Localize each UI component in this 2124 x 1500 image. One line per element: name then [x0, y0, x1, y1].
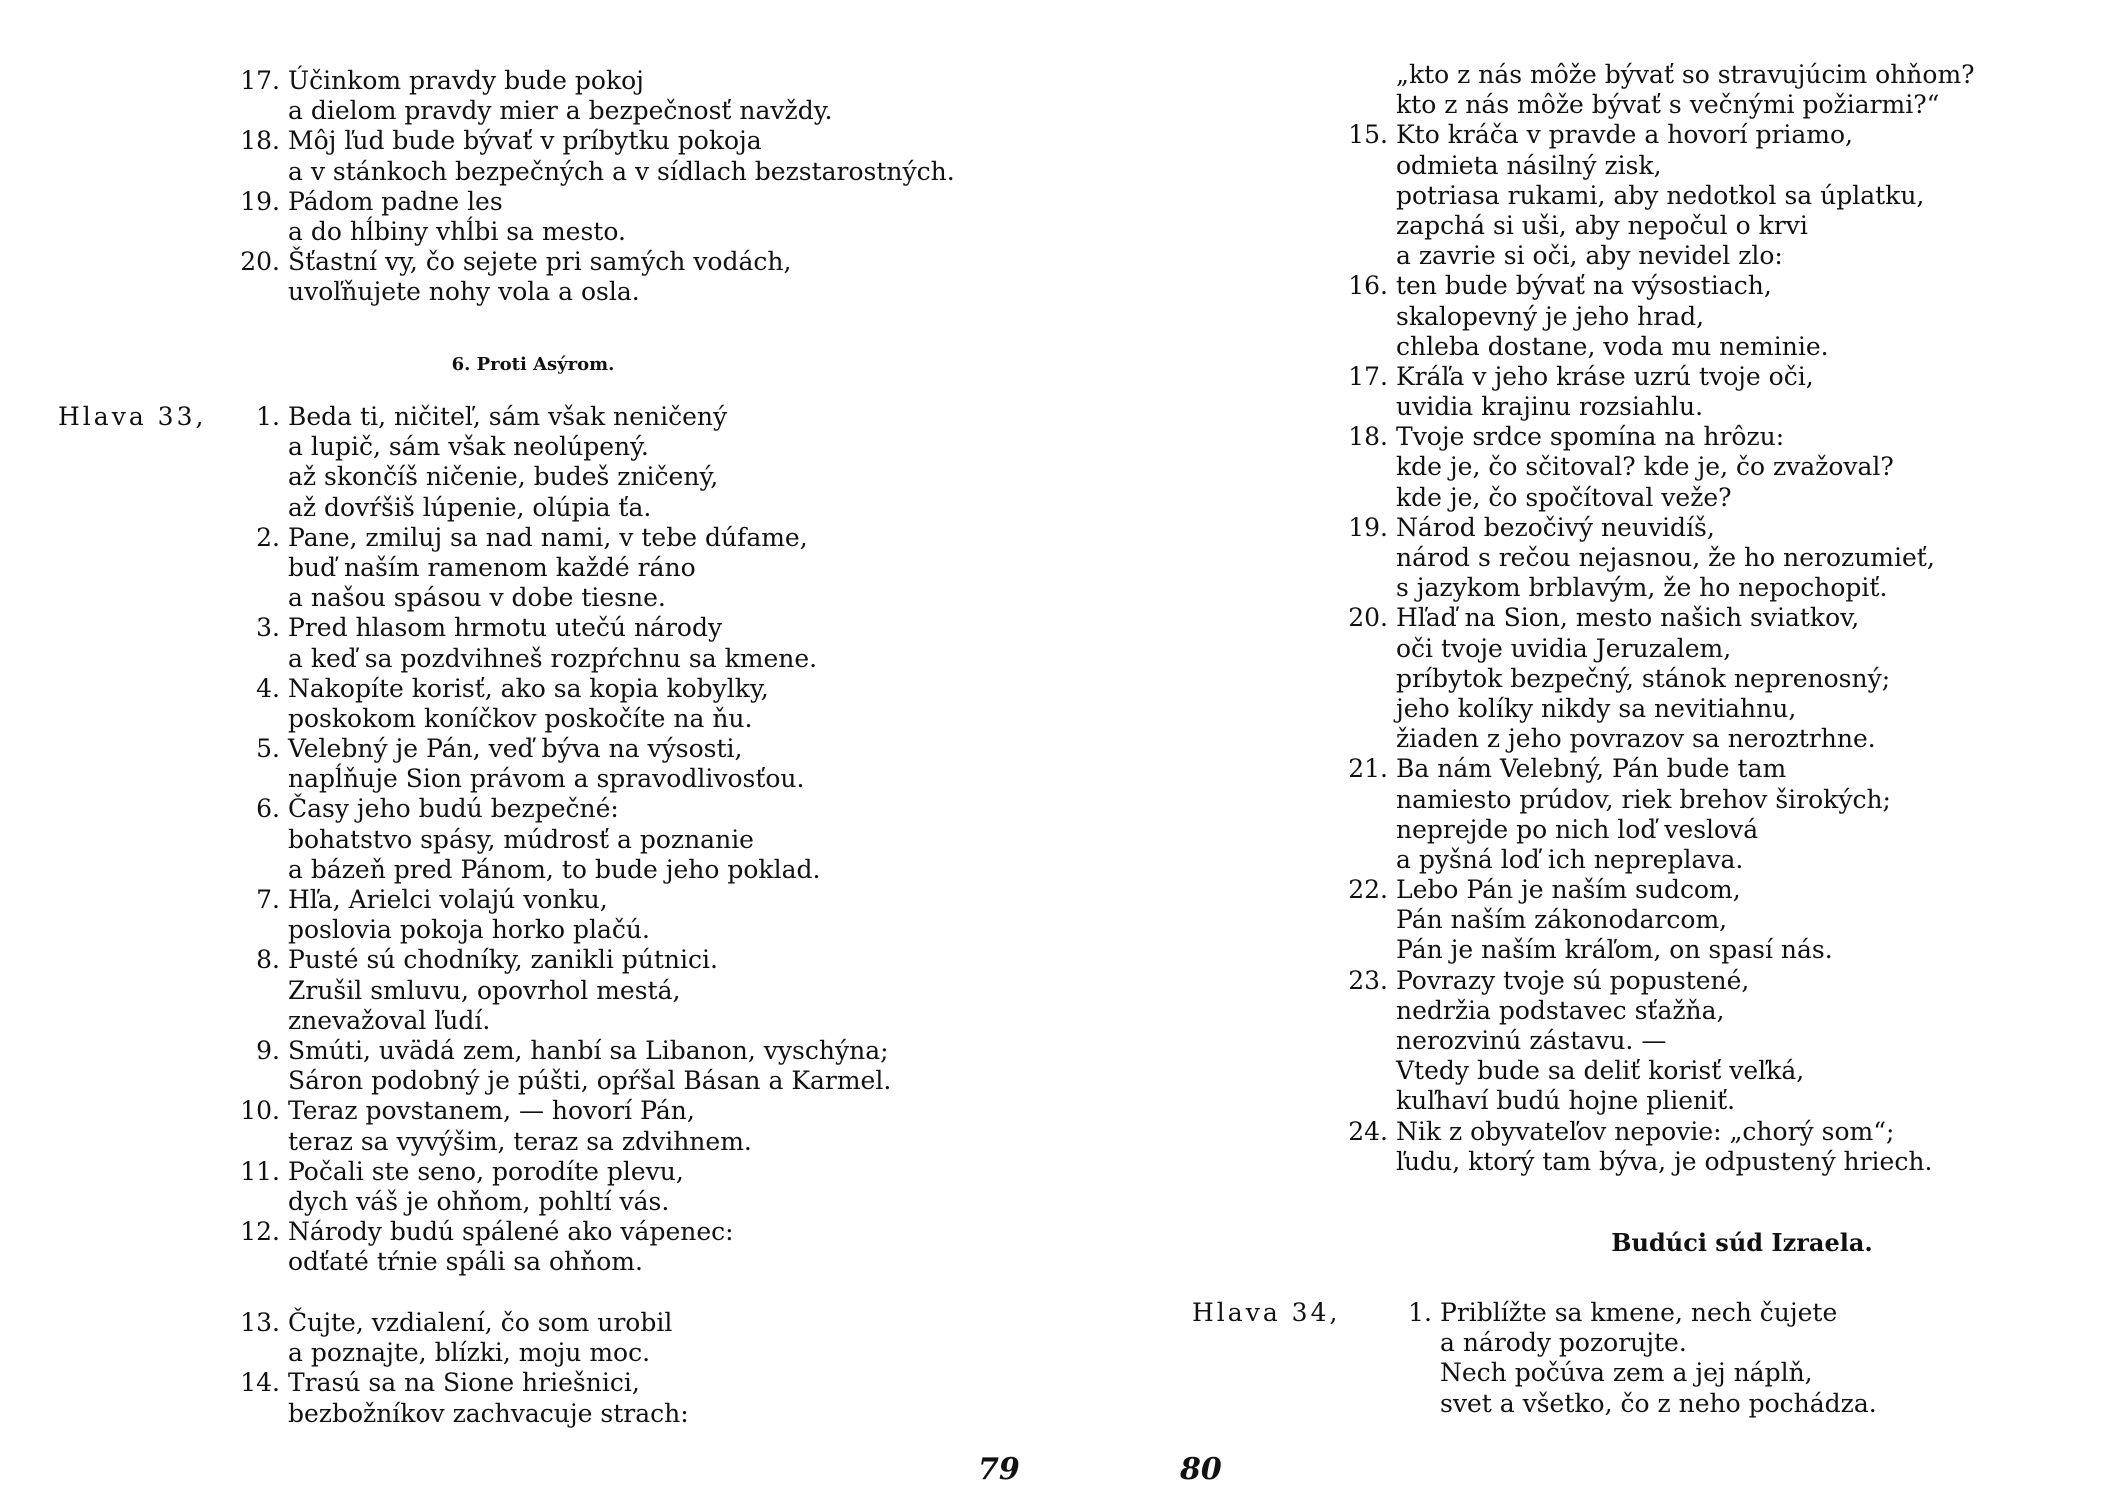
verse-line: a dielom pravdy mier a bezpečnosť navždy. [288, 96, 833, 126]
verse-line: až dovŕšiš lúpenie, olúpia ťa. [288, 492, 652, 522]
verse-line: nerozvinú zástavu. — [1396, 1026, 1667, 1055]
verse-number: 15. [1348, 120, 1388, 150]
verse-text [288, 402, 727, 523]
verse-number: 7. [256, 885, 280, 914]
verse-line: odťaté tŕnie spáli sa ohňom. [288, 1247, 643, 1277]
verse [228, 126, 955, 186]
verse [228, 945, 891, 1036]
verse [228, 734, 891, 794]
verse-number: 10. [240, 1096, 280, 1126]
verse-line: Smúti, uvädá zem, hanbí sa Libanon, vyschýna; [288, 1035, 889, 1065]
verse-line: a do hĺbiny vhĺbi sa mesto. [288, 216, 626, 246]
verse-number: 2. [256, 522, 280, 552]
verse [228, 66, 955, 126]
verse-line: Trasú sa na Sione hriešnici, [288, 1368, 640, 1398]
verse-line: kde je, čo spočítoval veže? [1396, 482, 1732, 512]
verse-text [288, 734, 804, 794]
verse-text [288, 613, 817, 673]
verse-text [1396, 513, 1935, 604]
chapter-label: Hlava 33, [58, 402, 207, 431]
verse-block-main [1336, 60, 1975, 1177]
verse-line: Nik z obyvateľov nepovie: „chorý som“; [1396, 1116, 1895, 1146]
verse-number: 9. [256, 1035, 280, 1065]
verse [1380, 1298, 1877, 1419]
verse-line: ľudu, ktorý tam býva, je odpustený hriech. [1396, 1146, 1933, 1176]
verse-line: „kto z nás môže bývať so stravujúcim ohňom? [1396, 60, 1975, 89]
verse [228, 794, 891, 885]
verse-line: Ba nám Velebný, Pán bude tam [1396, 754, 1787, 784]
verse [228, 187, 955, 247]
verse [1336, 513, 1975, 604]
verse-number: 16. [1348, 271, 1388, 301]
verse-line: neprejde po nich loď veslová [1396, 814, 1759, 844]
section-heading: 6. Proti Asýrom. [451, 354, 615, 375]
verse-text [288, 523, 808, 614]
verse-line: napĺňuje Sion právom a spravodlivosťou. [288, 764, 805, 794]
verse [228, 1096, 891, 1156]
verse-line: Čujte, vzdialení, čo som urobil [288, 1308, 673, 1337]
verse-text [288, 945, 718, 1036]
verse-line: a keď sa pozdvihneš rozpŕchnu sa kmene. [288, 643, 818, 673]
verse-number: 20. [1348, 603, 1388, 633]
right-page [1062, 0, 2124, 1500]
verse-number: 5. [256, 734, 280, 764]
verse-line: Môj ľud bude bývať v príbytku pokoja [288, 126, 762, 156]
verse-number: 13. [240, 1308, 280, 1337]
verse-line: teraz sa vyvýšim, teraz sa zdvihnem. [288, 1126, 752, 1156]
verse-number [1336, 60, 1396, 120]
verse-text [288, 1096, 752, 1156]
verse-line: dych váš je ohňom, pohltí vás. [288, 1186, 670, 1216]
verse-number: 23. [1348, 965, 1388, 995]
verse-line: potriasa rukami, aby nedotkol sa úplatku, [1396, 180, 1925, 210]
verse [1336, 60, 1975, 120]
verse-number: 4. [256, 673, 280, 703]
verse-line: a v stánkoch bezpečných a v sídlach bezstarostných. [288, 156, 955, 186]
verse-line: a bázeň pred Pánom, to bude jeho poklad. [288, 854, 821, 884]
verse-text [1396, 60, 1975, 120]
verse [1336, 271, 1975, 362]
verse-text [288, 66, 832, 126]
verse-number: 8. [256, 945, 280, 975]
verse-line: Účinkom pravdy bude pokoj [288, 66, 644, 95]
verse-text [288, 1036, 891, 1096]
verse-block-chapter-34 [1380, 1298, 1877, 1419]
verse-line: kde je, čo sčitoval? kde je, čo zvažoval? [1396, 452, 1894, 482]
verse-block-main [228, 402, 891, 1277]
verse-line: a národy pozorujte. [1440, 1328, 1687, 1358]
verse-number: 24. [1348, 1116, 1388, 1146]
verse-line: bezbožníkov zachvacuje strach: [288, 1398, 689, 1428]
verse-number: 11. [240, 1156, 280, 1186]
verse [228, 1308, 689, 1368]
verse-line: a zavrie si oči, aby nevidel zlo: [1396, 241, 1783, 271]
verse-line: Beda ti, ničiteľ, sám však neničený [288, 402, 728, 431]
verse-text [1396, 875, 1833, 966]
verse-text [288, 1368, 689, 1428]
verse-line: Kto kráča v pravde a hovorí priamo, [1396, 120, 1854, 150]
verse-text [1396, 271, 1829, 362]
verse-line: Hľa, Arielci volajú vonku, [288, 885, 608, 914]
verse-text [1396, 603, 1890, 754]
verse-line: odmieta násilný zisk, [1396, 150, 1662, 180]
verse [1336, 1117, 1975, 1177]
verse-number: 17. [1348, 361, 1388, 391]
verse-number: 18. [240, 126, 280, 156]
verse-line: kto z nás môže bývať s večnými požiarmi?“ [1396, 90, 1940, 120]
verse-text [288, 247, 791, 307]
verse-line: a lupič, sám však neolúpený. [288, 432, 649, 462]
verse-line: Teraz povstanem, — hovorí Pán, [288, 1096, 695, 1126]
verse [228, 1157, 891, 1217]
verse-line: nedržia podstavec sťažňa, [1396, 995, 1725, 1025]
verse-text [288, 1217, 734, 1277]
verse-line: Sáron podobný je púšti, opŕšal Básan a Karmel. [288, 1066, 892, 1096]
verse-text [1396, 422, 1894, 513]
verse-number: 19. [1348, 512, 1388, 542]
verse-text [1396, 1117, 1932, 1177]
verse-block-top [228, 66, 955, 308]
verse-number: 3. [256, 613, 280, 643]
verse-line: poskokom koníčkov poskočíte na ňu. [288, 703, 753, 733]
verse-block-continued [228, 1308, 689, 1429]
verse-line: Počali ste seno, porodíte plevu, [288, 1156, 684, 1186]
verse-line: Národy budú spálené ako vápenec: [288, 1217, 734, 1247]
verse-line: národ s rečou nejasnou, že ho nerozumieť, [1396, 543, 1935, 572]
verse-line: Pádom padne les [288, 186, 503, 216]
verse-line: Priblížte sa kmene, nech čujete [1440, 1298, 1838, 1327]
verse-number: 12. [240, 1217, 280, 1247]
page-number: 80 [1180, 1452, 1222, 1487]
verse [228, 523, 891, 614]
verse-number: 18. [1348, 422, 1388, 452]
verse-line: Nakopíte korisť, ako sa kopia kobylky, [288, 673, 769, 703]
verse-line: žiaden z jeho povrazov sa neroztrhne. [1396, 724, 1876, 754]
verse-line: jeho kolíky nikdy sa nevitiahnu, [1396, 693, 1797, 723]
chapter-label: Hlava 34, [1192, 1298, 1341, 1327]
verse-line: uvoľňujete nohy vola a osla. [288, 277, 640, 307]
verse-text [288, 126, 955, 186]
verse-number: 6. [256, 794, 280, 824]
verse-number: 20. [240, 247, 280, 277]
verse [228, 674, 891, 734]
verse-text [1396, 966, 1804, 1117]
verse-line: Vtedy bude sa deliť korisť veľká, [1396, 1056, 1805, 1086]
verse-line: znevažoval ľudí. [288, 1005, 491, 1035]
verse-line: Zrušil smluvu, opovrhol mestá, [288, 975, 681, 1005]
verse-line: Pane, zmiluj sa nad nami, v tebe dúfame, [288, 522, 808, 552]
verse-text [288, 1308, 672, 1368]
verse-line: až skončíš ničenie, budeš zničený, [288, 462, 719, 492]
verse-line: Pán je naším kráľom, on spasí nás. [1396, 935, 1833, 965]
verse-text [288, 187, 626, 247]
verse-line: bohatstvo spásy, múdrosť a poznanie [288, 824, 754, 854]
verse [228, 885, 891, 945]
verse-line: a našou spásou v dobe tiesne. [288, 583, 666, 613]
verse-line: Velebný je Pán, veď býva na výsosti, [288, 734, 743, 764]
verse-text [1440, 1298, 1877, 1419]
verse-number: 17. [240, 66, 280, 95]
verse-line: chleba dostane, voda mu neminie. [1396, 331, 1829, 361]
verse-line: zapchá si uši, aby nepočul o krvi [1396, 210, 1808, 240]
verse-line: Kráľa v jeho kráse uzrú tvoje oči, [1396, 361, 1814, 391]
verse-line: Tvoje srdce spomína na hrôzu: [1396, 422, 1785, 452]
verse-text [1396, 120, 1924, 271]
verse [1336, 422, 1975, 513]
verse [228, 1368, 689, 1428]
verse-line: buď naším ramenom každé ráno [288, 552, 696, 582]
verse-text [1396, 754, 1891, 875]
section-heading: Budúci súd Izraela. [1611, 1228, 1873, 1257]
verse-line: príbytok bezpečný, stánok neprenosný; [1396, 663, 1891, 693]
verse-line: Povrazy tvoje sú popustené, [1396, 965, 1750, 995]
verse [228, 1217, 891, 1277]
verse [1336, 966, 1975, 1117]
page-number: 79 [978, 1452, 1020, 1487]
verse-line: ten bude bývať na výsostiach, [1396, 271, 1772, 301]
verse-line: a poznajte, blízki, moju moc. [288, 1338, 651, 1368]
verse [228, 1036, 891, 1096]
verse-text [1396, 362, 1814, 422]
verse [1336, 362, 1975, 422]
verse-line: Národ bezočivý neuvidíš, [1396, 512, 1715, 542]
verse [228, 247, 955, 307]
verse [228, 613, 891, 673]
verse-text [288, 794, 820, 885]
verse-line: kuľhaví budú hojne plieniť. [1396, 1086, 1736, 1116]
verse-number: 19. [240, 186, 280, 216]
verse-line: Pán naším zákonodarcom, [1396, 905, 1728, 935]
verse-number: 1. [256, 402, 280, 431]
verse-line: Šťastní vy, čo sejete pri samých vodách, [288, 247, 792, 277]
verse-line: Pusté sú chodníky, zanikli pútnici. [288, 945, 718, 975]
verse-number: 14. [240, 1368, 280, 1398]
verse-line: skalopevný je jeho hrad, [1396, 301, 1705, 331]
verse-number: 1. [1408, 1298, 1432, 1327]
verse [1336, 754, 1975, 875]
verse [228, 402, 891, 523]
verse-text [288, 674, 769, 734]
verse-text [288, 885, 650, 945]
verse [1336, 603, 1975, 754]
verse-number: 21. [1348, 754, 1388, 784]
verse-line: Hľaď na Sion, mesto našich sviatkov, [1396, 603, 1860, 633]
verse-line: uvidia krajinu rozsiahlu. [1396, 392, 1704, 422]
verse-line: namiesto prúdov, riek brehov širokých; [1396, 784, 1891, 814]
verse-line: poslovia pokoja horko plačú. [288, 915, 650, 945]
verse-line: s jazykom brblavým, že ho nepochopiť. [1396, 573, 1888, 603]
verse-line: Nech počúva zem a jej náplň, [1440, 1358, 1813, 1388]
verse-line: svet a všetko, čo z neho pochádza. [1440, 1388, 1877, 1418]
verse-line: a pyšná loď ich nepreplava. [1396, 844, 1744, 874]
verse-number: 22. [1348, 875, 1388, 905]
verse-line: Lebo Pán je naším sudcom, [1396, 875, 1741, 905]
verse-text [288, 1157, 684, 1217]
verse [1336, 120, 1975, 271]
verse-line: Pred hlasom hrmotu utečú národy [288, 613, 723, 643]
verse-line: Časy jeho budú bezpečné: [288, 794, 619, 824]
verse [1336, 875, 1975, 966]
verse-line: oči tvoje uvidia Jeruzalem, [1396, 633, 1732, 663]
